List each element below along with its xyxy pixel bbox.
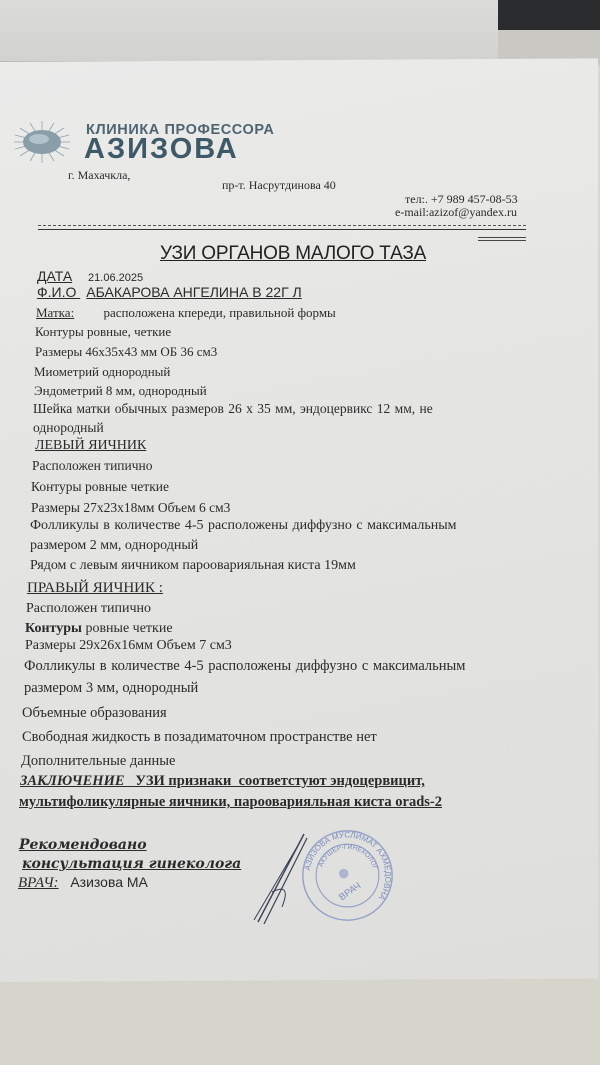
clinic-phone: тел:. +7 989 457-08-53 bbox=[405, 192, 518, 206]
conclusion-label: ЗАКЛЮЧЕНИЕ bbox=[20, 773, 125, 789]
clinic-logo-icon bbox=[12, 120, 72, 164]
header-divider-short bbox=[478, 237, 526, 238]
right-ovary-contours-value: ровные четкие bbox=[81, 621, 173, 636]
patient-name: АБАКАРОВА АНГЕЛИНА В 22Г Л bbox=[86, 284, 302, 300]
cervix-line2: однородный bbox=[33, 420, 104, 435]
header-divider-solid bbox=[38, 229, 526, 230]
left-ovary-follicles-line2: размером 2 мм, однородный bbox=[30, 538, 199, 553]
left-ovary-follicles-line1: Фолликулы в количестве 4-5 расположены диффузно с максимальным bbox=[30, 518, 457, 533]
uterus-endometrium: Эндометрий 8 мм, однородный bbox=[34, 383, 207, 398]
uterus-position: расположена кпереди, правильной формы bbox=[103, 305, 336, 320]
conclusion-text-1: УЗИ признаки соответстуют эндоцервицит, bbox=[124, 773, 425, 789]
uterus-size: Размеры 46х35х43 мм ОБ 36 см3 bbox=[35, 344, 218, 359]
clinic-address: пр-т. Насрутдинова 40 bbox=[222, 178, 336, 192]
right-ovary-contours-label: Контуры bbox=[25, 621, 82, 636]
right-ovary-contours-row bbox=[25, 621, 173, 637]
left-ovary-contours: Контуры ровные четкие bbox=[31, 479, 169, 494]
recommended-label: Рекомендовано bbox=[19, 837, 147, 853]
doctor-name: Азизова МА bbox=[70, 874, 148, 890]
doctor-row bbox=[18, 874, 148, 892]
masses: Объемные образования bbox=[22, 705, 167, 721]
recommended-consultation: консультация гинеколога bbox=[22, 856, 242, 872]
additional-data: Дополнительные данные bbox=[21, 753, 176, 769]
date-value: 21.06.2025 bbox=[88, 272, 144, 284]
free-fluid: Свободная жидкость в позадиматочном пространстве нет bbox=[22, 729, 377, 745]
cervix-line1: Шейка матки обычных размеров 26 х 35 мм, эндоцервикс 12 мм, не bbox=[33, 401, 433, 416]
header-divider-dashed bbox=[38, 225, 526, 226]
right-ovary-size: Размеры 29х26х16мм Объем 7 см3 bbox=[25, 638, 232, 653]
uterus-myometrium: Миометрий однородный bbox=[34, 364, 171, 379]
svg-text:ВРАЧ: ВРАЧ bbox=[337, 880, 364, 904]
clinic-city: г. Махачкла, bbox=[68, 168, 131, 182]
uterus-label: Матка: bbox=[36, 305, 75, 320]
right-ovary-location: Расположен типично bbox=[26, 601, 151, 616]
clinic-name-line1: КЛИНИКА ПРОФЕССОРА bbox=[86, 122, 275, 138]
clinic-name-line2: АЗИЗОВА bbox=[84, 133, 239, 165]
uterus-contours: Контуры ровные, четкие bbox=[35, 324, 172, 339]
right-ovary-heading: ПРАВЫЙ ЯИЧНИК : bbox=[27, 580, 163, 596]
svg-text:АКУШЕР-ГИНЕКОЛОГ: АКУШЕР-ГИНЕКОЛОГ bbox=[317, 843, 379, 871]
uterus-row bbox=[36, 305, 336, 321]
doctor-label: ВРАЧ: bbox=[18, 875, 59, 891]
date-label: ДАТА bbox=[37, 268, 73, 284]
right-ovary-follicles-line2: размером 3 мм, однородный bbox=[24, 680, 199, 696]
document-title: УЗИ ОРГАНОВ МАЛОГО ТАЗА bbox=[160, 243, 427, 264]
left-ovary-cyst: Рядом с левым яичником парооварияльная киста 19мм bbox=[30, 558, 356, 573]
clinic-email: e-mail:azizof@yandex.ru bbox=[395, 205, 517, 219]
conclusion-line2: мультифоликулярные яичники, парооварияльная киста orads-2 bbox=[19, 794, 443, 810]
left-ovary-heading: ЛЕВЫЙ ЯИЧНИК bbox=[35, 438, 147, 453]
svg-text:АЗИЗОВА МУСЛИМАТ АХМЕДОВНА: АЗИЗОВА МУСЛИМАТ АХМЕДОВНА bbox=[302, 830, 393, 902]
header-divider-short-2 bbox=[478, 240, 526, 241]
doctor-stamp-icon bbox=[300, 828, 395, 923]
left-ovary-size: Размеры 27х23х18мм Объем 6 см3 bbox=[31, 500, 231, 515]
patient-label: Ф.И.О bbox=[37, 284, 77, 300]
right-ovary-follicles-line1: Фолликулы в количестве 4-5 расположены диффузно с максимальным bbox=[24, 658, 466, 674]
conclusion-line1 bbox=[20, 773, 425, 790]
left-ovary-location: Расположен типично bbox=[32, 458, 153, 473]
date-row bbox=[37, 268, 143, 284]
patient-row bbox=[37, 284, 302, 300]
